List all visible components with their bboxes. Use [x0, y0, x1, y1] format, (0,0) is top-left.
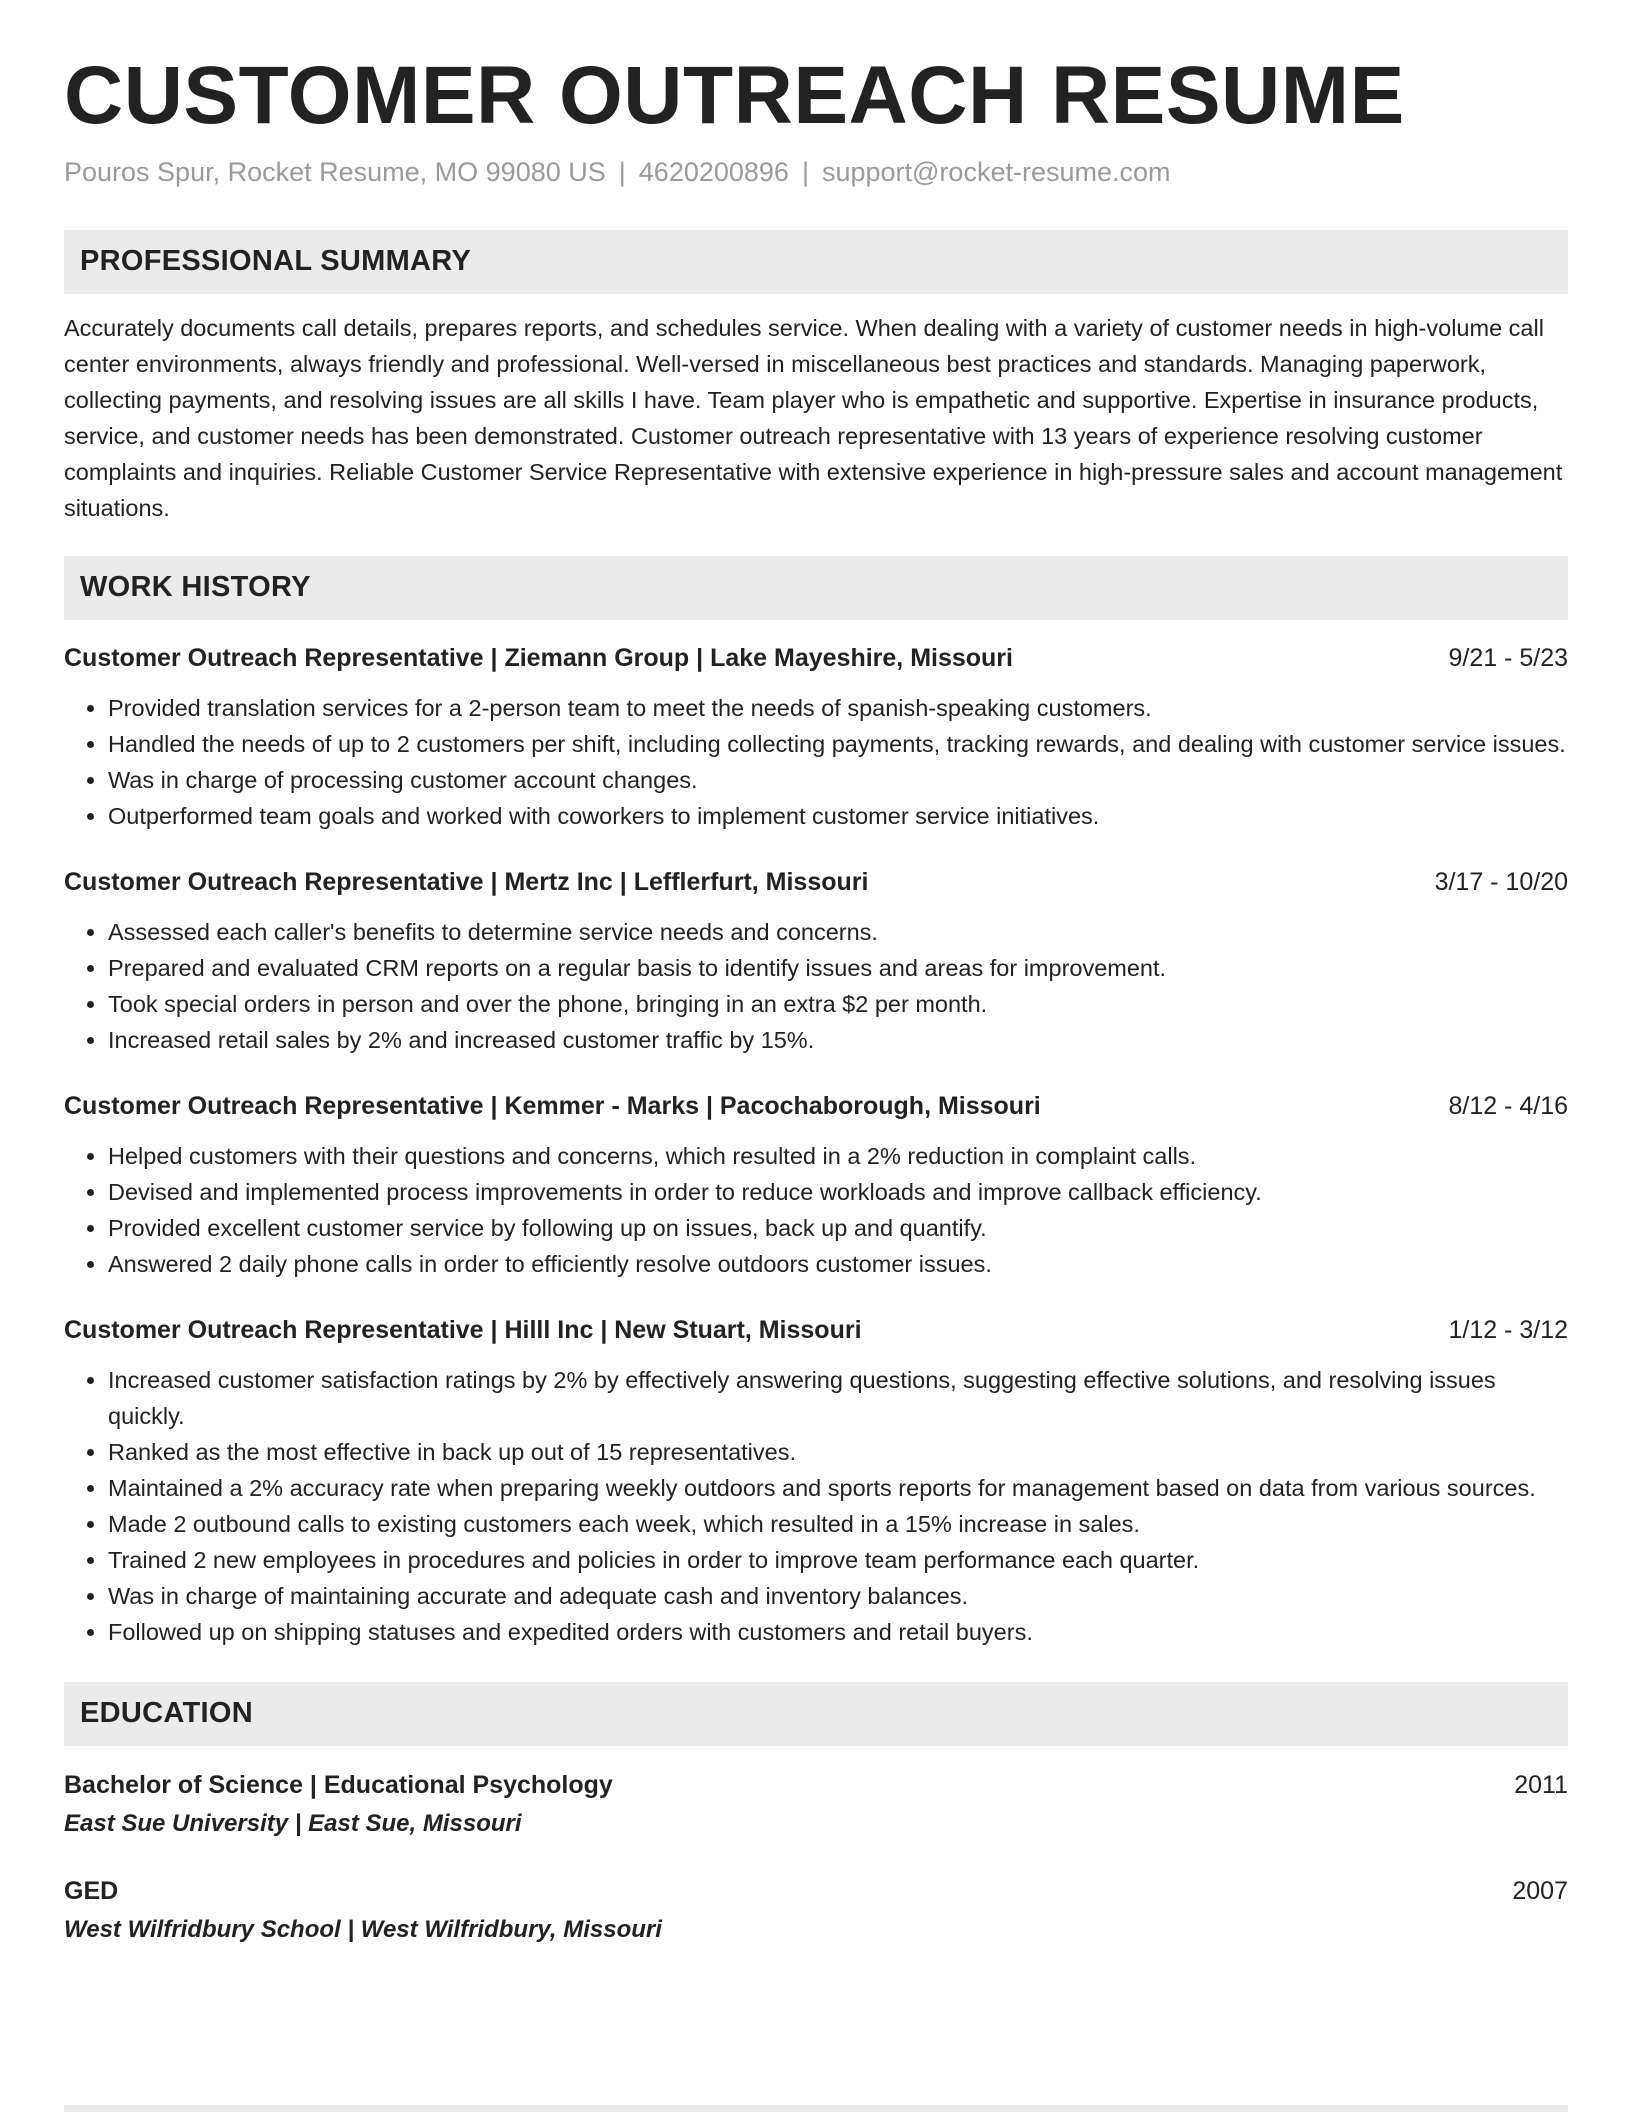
job-title: Customer Outreach Representative | Ziemann Group | Lake Mayeshire, Missouri [64, 643, 1013, 672]
resume-title: CUSTOMER OUTREACH RESUME [64, 50, 1405, 141]
resume-page [64, 0, 1568, 1950]
job-dates: 3/17 - 10/20 [1434, 867, 1568, 896]
job-bullets [64, 690, 1568, 834]
bottom-divider [64, 2105, 1568, 2112]
job-bullet: • Handled the needs of up to 2 customers per shift, including collecting payments, tracking rewards, and dealing with customer service issues. [108, 726, 1568, 762]
job-bullet: • Made 2 outbound calls to existing customers each week, which resulted in a 15% increase in sales. [108, 1506, 1568, 1542]
education-degree: Bachelor of Science | Educational Psychology [64, 1770, 613, 1799]
job-bullet: • Was in charge of maintaining accurate and adequate cash and inventory balances. [108, 1578, 1568, 1614]
section-heading-work-history: WORK HISTORY [64, 556, 1568, 620]
job-bullet: • Prepared and evaluated CRM reports on a regular basis to identify issues and areas for improvement. [108, 950, 1568, 986]
job-bullet: • Devised and implemented process improvements in order to reduce workloads and improve callback efficiency. [108, 1174, 1568, 1210]
job-title: Customer Outreach Representative | Kemmer - Marks | Pacochaborough, Missouri [64, 1091, 1041, 1120]
section-heading-education: EDUCATION [64, 1682, 1568, 1746]
job-bullet: • Outperformed team goals and worked with coworkers to implement customer service initiatives. [108, 798, 1568, 834]
contact-email: support@rocket-resume.com [821, 156, 1171, 187]
job-bullet: • Increased retail sales by 2% and increased customer traffic by 15%. [108, 1022, 1568, 1058]
job-title: Customer Outreach Representative | Hilll Inc | New Stuart, Missouri [64, 1315, 862, 1344]
job-bullet: • Ranked as the most effective in back up out of 15 representatives. [108, 1434, 1568, 1470]
job-bullet: • Provided excellent customer service by following up on issues, back up and quantify. [108, 1210, 1568, 1246]
contact-separator: | [801, 156, 809, 187]
job-entry [64, 1312, 1568, 1650]
education-entry [64, 1872, 1568, 1950]
job-bullet: • Was in charge of processing customer account changes. [108, 762, 1568, 798]
job-bullet: • Trained 2 new employees in procedures and policies in order to improve team performance each quarter. [108, 1542, 1568, 1578]
education-entry [64, 1766, 1568, 1844]
section-heading-summary: PROFESSIONAL SUMMARY [64, 230, 1568, 294]
job-entry [64, 1088, 1568, 1282]
job-dates: 1/12 - 3/12 [1448, 1315, 1568, 1344]
job-dates: 9/21 - 5/23 [1448, 643, 1568, 672]
job-bullets [64, 914, 1568, 1058]
job-bullet: • Helped customers with their questions and concerns, which resulted in a 2% reduction in complaint calls. [108, 1138, 1568, 1174]
education-degree: GED [64, 1876, 119, 1905]
contact-phone: 4620200896 [638, 156, 789, 187]
education-school: West Wilfridbury School | West Wilfridbury, Missouri [64, 1915, 662, 1943]
contact-address: Pouros Spur, Rocket Resume, MO 99080 US [64, 156, 606, 187]
contact-line [64, 155, 1568, 190]
job-bullet: • Increased customer satisfaction ratings by 2% by effectively answering questions, suggesting effective solutions, and resolving issues quickly. [108, 1362, 1568, 1434]
job-bullet: • Answered 2 daily phone calls in order to efficiently resolve outdoors customer issues. [108, 1246, 1568, 1282]
education-year: 2011 [1514, 1770, 1568, 1799]
education-year: 2007 [1512, 1876, 1568, 1905]
job-bullet: • Assessed each caller's benefits to determine service needs and concerns. [108, 914, 1568, 950]
job-bullet: • Maintained a 2% accuracy rate when preparing weekly outdoors and sports reports for management based on data from various sources. [108, 1470, 1568, 1506]
job-dates: 8/12 - 4/16 [1448, 1091, 1568, 1120]
education-school: East Sue University | East Sue, Missouri [64, 1809, 522, 1837]
job-title: Customer Outreach Representative | Mertz Inc | Lefflerfurt, Missouri [64, 867, 869, 896]
job-entry [64, 864, 1568, 1058]
job-bullet: • Followed up on shipping statuses and expedited orders with customers and retail buyers. [108, 1614, 1568, 1650]
contact-separator: | [618, 156, 626, 187]
job-bullet: • Provided translation services for a 2-person team to meet the needs of spanish-speaking customers. [108, 690, 1568, 726]
job-bullets [64, 1138, 1568, 1282]
job-bullets [64, 1362, 1568, 1650]
professional-summary-text: Accurately documents call details, prepares reports, and schedules service. When dealing with a variety of customer needs in high-volume call center environments, always friendly and professional. Well-versed in miscellaneous best practices and standards. Managing paperwork, collecting payments, and resolving issues are all skills I have. Team player who is empathetic and supportive. Expertise in insurance products, service, and customer needs has been demonstrated. Customer outreach representative with 13 years of experience resolving customer complaints and inquiries. Reliable Customer Service Representative with extensive experience in high-pressure sales and account management situations. [64, 314, 1563, 521]
job-bullet: • Took special orders in person and over the phone, bringing in an extra $2 per month. [108, 986, 1568, 1022]
job-entry [64, 640, 1568, 834]
